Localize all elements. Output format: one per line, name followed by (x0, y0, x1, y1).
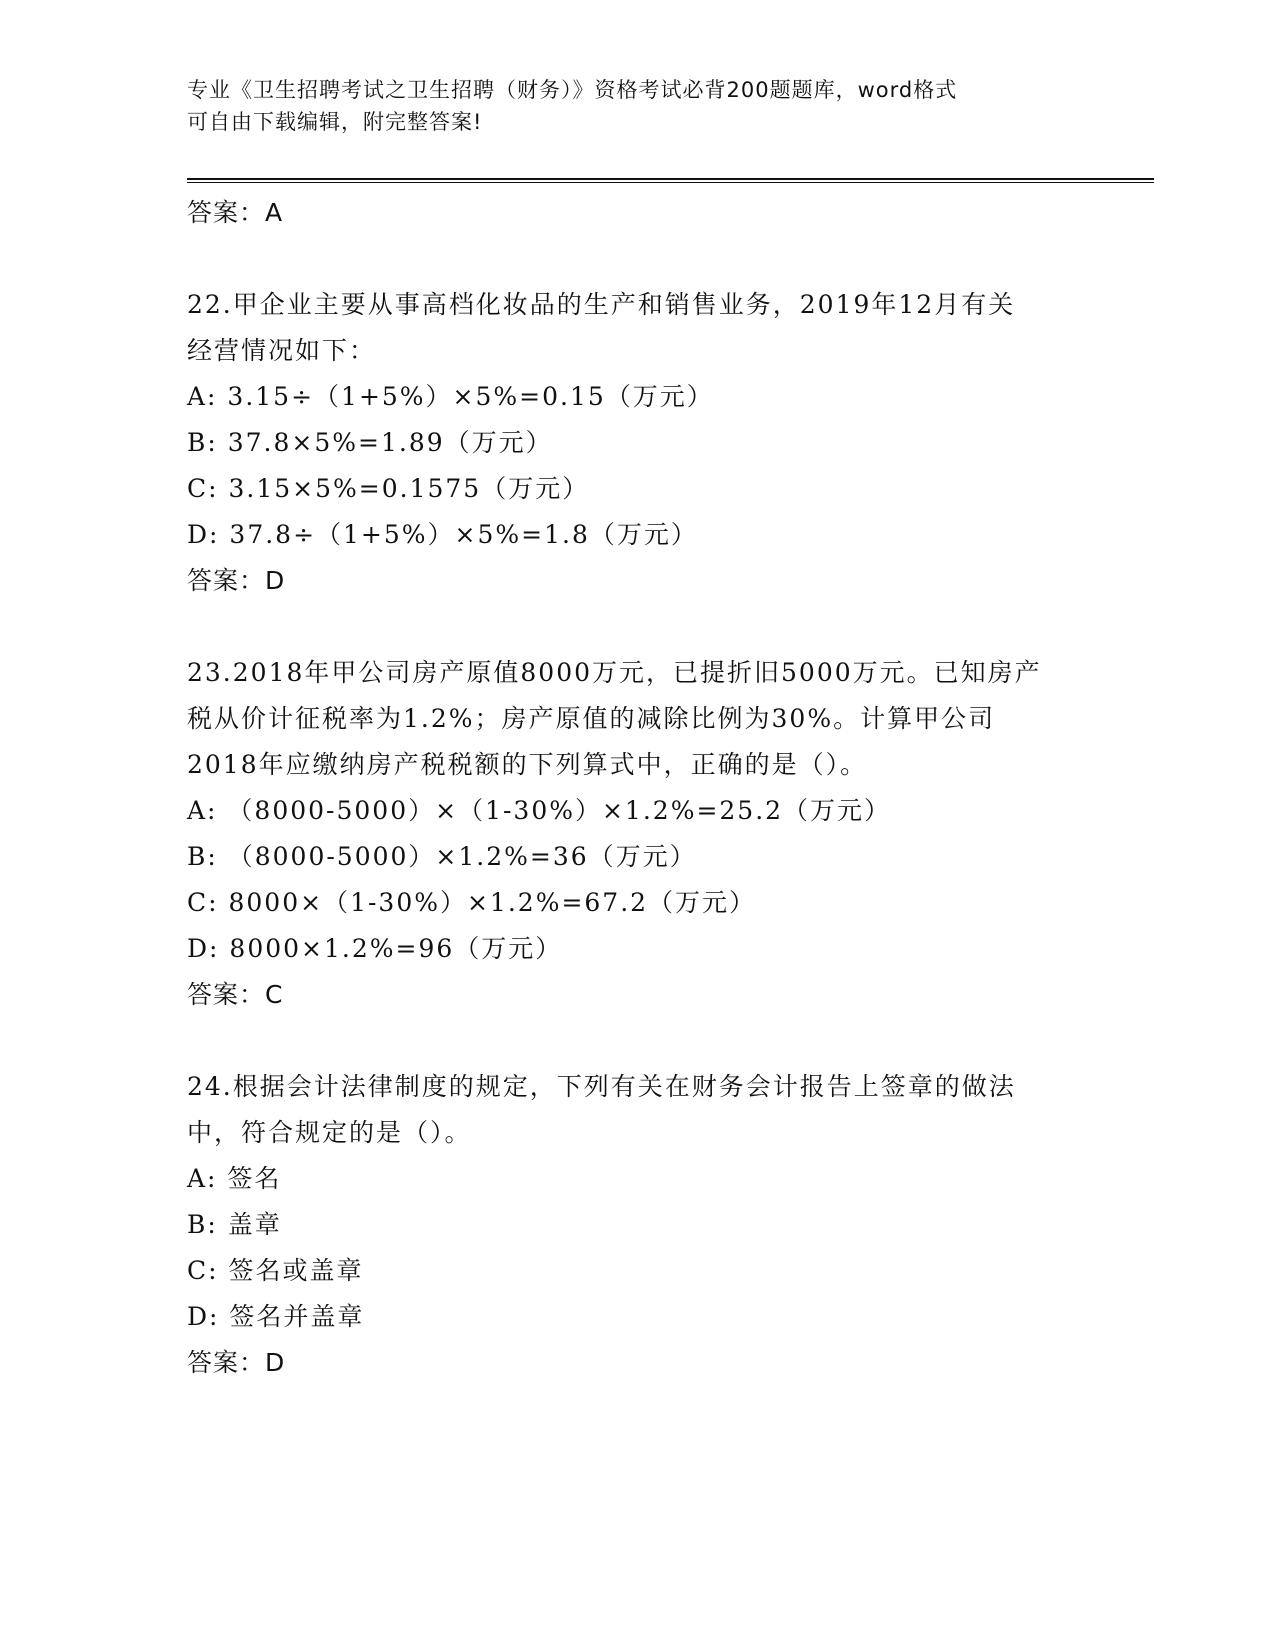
question-text (187, 282, 1087, 374)
option-d: D: 签名并盖章 (187, 1302, 365, 1331)
option-a: A: 3.15÷（1+5%）×5%=0.15（万元） (187, 382, 714, 411)
question-line: 22.甲企业主要从事高档化妆品的生产和销售业务，2019年12月有关 (187, 290, 1016, 319)
option-c: C: 3.15×5%=0.1575（万元） (187, 474, 590, 503)
question-line: 23.2018年甲公司房产原值8000万元，已提折旧5000万元。已知房产 (187, 658, 1042, 687)
spacer (187, 1018, 1087, 1064)
question-line: 税从价计征税率为1.2%；房产原值的减除比例为30%。计算甲公司 (187, 704, 996, 733)
question-line: 中，符合规定的是（）。 (187, 1118, 472, 1147)
spacer (187, 604, 1087, 650)
page-header (187, 74, 1067, 138)
previous-answer: 答案：A (187, 198, 284, 227)
question-22 (187, 282, 1087, 604)
option-a: A: 签名 (187, 1164, 282, 1193)
header-line-2: 可自由下载编辑，附完整答案! (187, 110, 483, 134)
question-23 (187, 650, 1087, 1018)
question-line: 2018年应缴纳房产税税额的下列算式中，正确的是（）。 (187, 750, 868, 779)
option-d: D: 37.8÷（1+5%）×5%=1.8（万元） (187, 520, 698, 549)
answer: 答案：D (187, 566, 286, 595)
spacer (187, 236, 1087, 282)
option-d: D: 8000×1.2%=96（万元） (187, 934, 563, 963)
option-b: B: 37.8×5%=1.89（万元） (187, 428, 553, 457)
question-text (187, 1064, 1087, 1156)
option-b: B: 盖章 (187, 1210, 282, 1239)
question-text (187, 650, 1087, 788)
option-a: A: （8000-5000）×（1-30%）×1.2%=25.2（万元） (187, 796, 892, 825)
answer: 答案：D (187, 1348, 286, 1377)
document-body (187, 190, 1087, 1386)
question-24 (187, 1064, 1087, 1386)
header-divider (187, 178, 1154, 180)
header-line-1: 专业《卫生招聘考试之卫生招聘（财务）》资格考试必背200题题库，word格式 (187, 78, 958, 102)
option-c: C: 签名或盖章 (187, 1256, 364, 1285)
option-c: C: 8000×（1-30%）×1.2%=67.2（万元） (187, 888, 757, 917)
question-line: 24.根据会计法律制度的规定，下列有关在财务会计报告上签章的做法 (187, 1072, 1016, 1101)
header-divider-thin (187, 182, 1154, 183)
option-b: B: （8000-5000）×1.2%=36（万元） (187, 842, 697, 871)
question-line: 经营情况如下： (187, 336, 377, 365)
answer: 答案：C (187, 980, 284, 1009)
